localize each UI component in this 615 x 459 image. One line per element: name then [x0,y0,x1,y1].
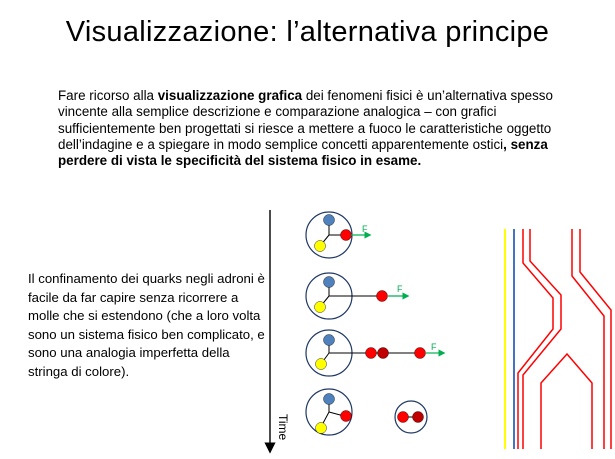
hadron-3 [306,330,442,376]
time-label: Time [276,414,290,441]
hadron-4 [306,389,352,435]
quark-yellow [315,302,326,313]
hadron-2 [306,273,406,319]
quark-yellow [315,241,326,252]
red-outgoing-line [572,229,604,449]
meson [395,401,427,433]
quark-yellow [316,423,327,434]
quark-red [377,291,388,302]
quark-blue [324,215,335,226]
quark-red [366,348,377,359]
intro-text-1: Fare ricorso alla [58,88,158,103]
quark-red [341,230,352,241]
force-label: F [362,224,368,234]
antiquark-darkred [413,412,424,423]
confinement-text: Il confinamento dei quarks negli adroni è facile da far capire senza ricorrere a molle che si estendono (che a loro volta sono un sistema fisico ben complicato, e sono una analogia imperfetta della stringa di colore). [28,271,265,379]
intro-text-2: dei fenomeni fisici è un’alternativa spesso vincente alla semplice descrizione e comparazione analogica – con grafici sufficientemente ben progettati si riesce a mettere a fuoco le caratteristiche oggetto dell’indagine e a spiegare in modo semplice concetti apparentemente ostici [58,88,553,152]
quark-blue [324,335,335,346]
intro-bold-2: , senza perdere di vista le specificità del sistema fisico in esame. [58,136,548,169]
intro-bold-1: visualizzazione grafica [157,88,303,103]
hadron-1 [306,212,368,258]
slide-title: Visualizzazione: l’alternativa principe [65,16,550,48]
quark-red [341,411,352,422]
quark-red [398,412,409,423]
red-quark-line-right [523,229,561,449]
quark-red [415,348,426,359]
quark-blue [324,277,335,288]
force-label: F [431,342,437,352]
quark-yellow [316,359,327,370]
quark-line-diagram [505,229,611,449]
force-label: F [397,284,403,294]
quark-blue [324,394,335,405]
red-outgoing-line-2 [580,229,611,449]
antiquark-darkred [378,348,389,359]
